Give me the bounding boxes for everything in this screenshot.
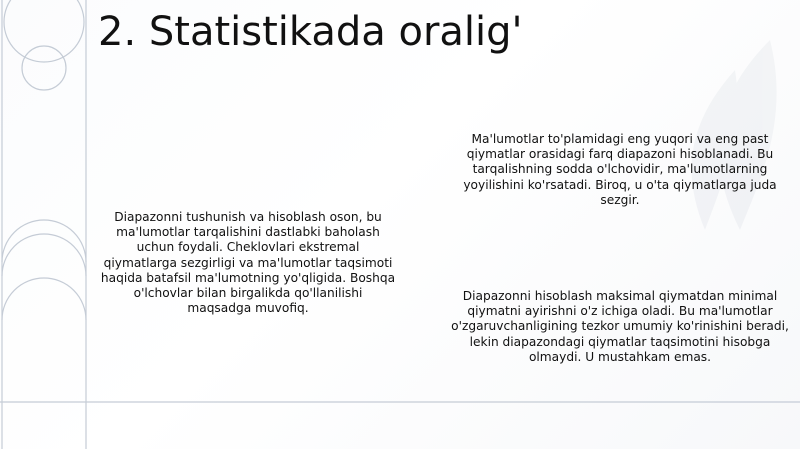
- slide-title: 2. Statistikada oralig': [98, 9, 523, 55]
- decor-circle-large: [4, 0, 84, 62]
- paragraph-right-top: Ma'lumotlar to'plamidagi eng yuqori va eng past qiymatlar orasidagi farq diapazoni hisoblanadi. Bu tarqalishning sodda o'lchovidir, ma'lumotlarning yoyilishini ko'rsatadi. Biroq, u o'ta qiymatlarga juda sezgir.: [463, 132, 777, 207]
- decor-arch-lower: [2, 278, 86, 320]
- paragraph-right-bottom: Diapazonni hisoblash maksimal qiymatdan minimal qiymatni ayirishni o'z ichiga oladi. Bu ma'lumotlar o'zgaruvchanligining tezkor umumiy ko'rinishini beradi, lekin diapazondagi qiymatlar taqsimotini hisobga olmaydi. U mustahkam emas.: [451, 289, 789, 364]
- paragraph-left: Diapazonni tushunish va hisoblash oson, bu ma'lumotlar tarqalishini dastlabki baholash uchun foydali. Cheklovlari ekstremal qiymatlarga sezgirligi va ma'lumotlar taqsimoti haqida batafsil ma'lumotning yo'qligida. Boshqa o'lchovlar bilan birgalikda qo'llanilishi maqsadga muvofiq.: [100, 210, 396, 316]
- decor-circle-small: [22, 46, 66, 90]
- decor-arch-inner: [2, 234, 86, 276]
- decor-arch-middle: [2, 220, 86, 262]
